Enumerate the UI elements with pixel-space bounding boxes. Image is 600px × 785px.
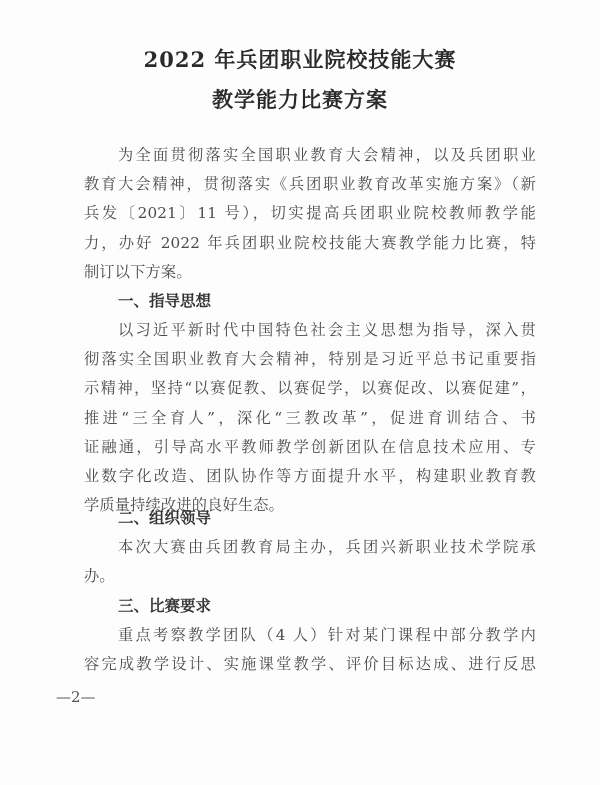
paragraph-line: 彻落实全国职业教育大会精神，特别是习近平总书记重要指 bbox=[84, 350, 536, 368]
paragraph-line: 办。 bbox=[84, 567, 115, 585]
paragraph-line: 重点考察教学团队（4 人）针对某门课程中部分教学内 bbox=[118, 626, 536, 644]
section-heading-guiding-ideology: 一、指导思想 bbox=[118, 292, 212, 310]
paragraph-line: 容完成教学设计、实施课堂教学、评价目标达成、进行反思 bbox=[84, 655, 536, 673]
paragraph-line: 业数字化改造、团队协作等方面提升水平，构建职业教育教 bbox=[84, 467, 536, 485]
paragraph-line: 兵发〔2021〕11 号），切实提高兵团职业院校教师教学能 bbox=[84, 204, 536, 222]
paragraph-line: 推进“三全育人”，深化“三教改革”，促进育训结合、书 bbox=[84, 409, 536, 427]
paragraph-line: 力，办好 2022 年兵团职业院校技能大赛教学能力比赛，特 bbox=[84, 234, 536, 252]
document-title-line-1: 2022 年兵团职业院校技能大赛 bbox=[143, 47, 457, 72]
section-heading-requirements: 三、比赛要求 bbox=[118, 597, 212, 615]
paragraph-line: 教育大会精神，贯彻落实《兵团职业教育改革实施方案》（新 bbox=[84, 175, 536, 193]
page-number: —2— bbox=[56, 688, 96, 706]
paragraph-line: 示精神，坚持“以赛促教、以赛促学，以赛促改、以赛促建”， bbox=[84, 379, 536, 397]
section-heading-organization: 二、组织领导 bbox=[118, 509, 212, 527]
document-title-line-2: 教学能力比赛方案 bbox=[212, 87, 388, 112]
paragraph-line: 本次大赛由兵团教育局主办，兵团兴新职业技术学院承 bbox=[118, 538, 536, 556]
paragraph-line: 以习近平新时代中国特色社会主义思想为指导，深入贯 bbox=[118, 321, 536, 339]
paragraph-line: 证融通，引导高水平教师教学创新团队在信息技术应用、专 bbox=[84, 438, 536, 456]
paragraph-line: 制订以下方案。 bbox=[84, 263, 192, 281]
paragraph-line: 为全面贯彻落实全国职业教育大会精神，以及兵团职业 bbox=[118, 146, 536, 164]
paragraph-line: 学质量持续改进的良好生态。 bbox=[84, 496, 285, 514]
